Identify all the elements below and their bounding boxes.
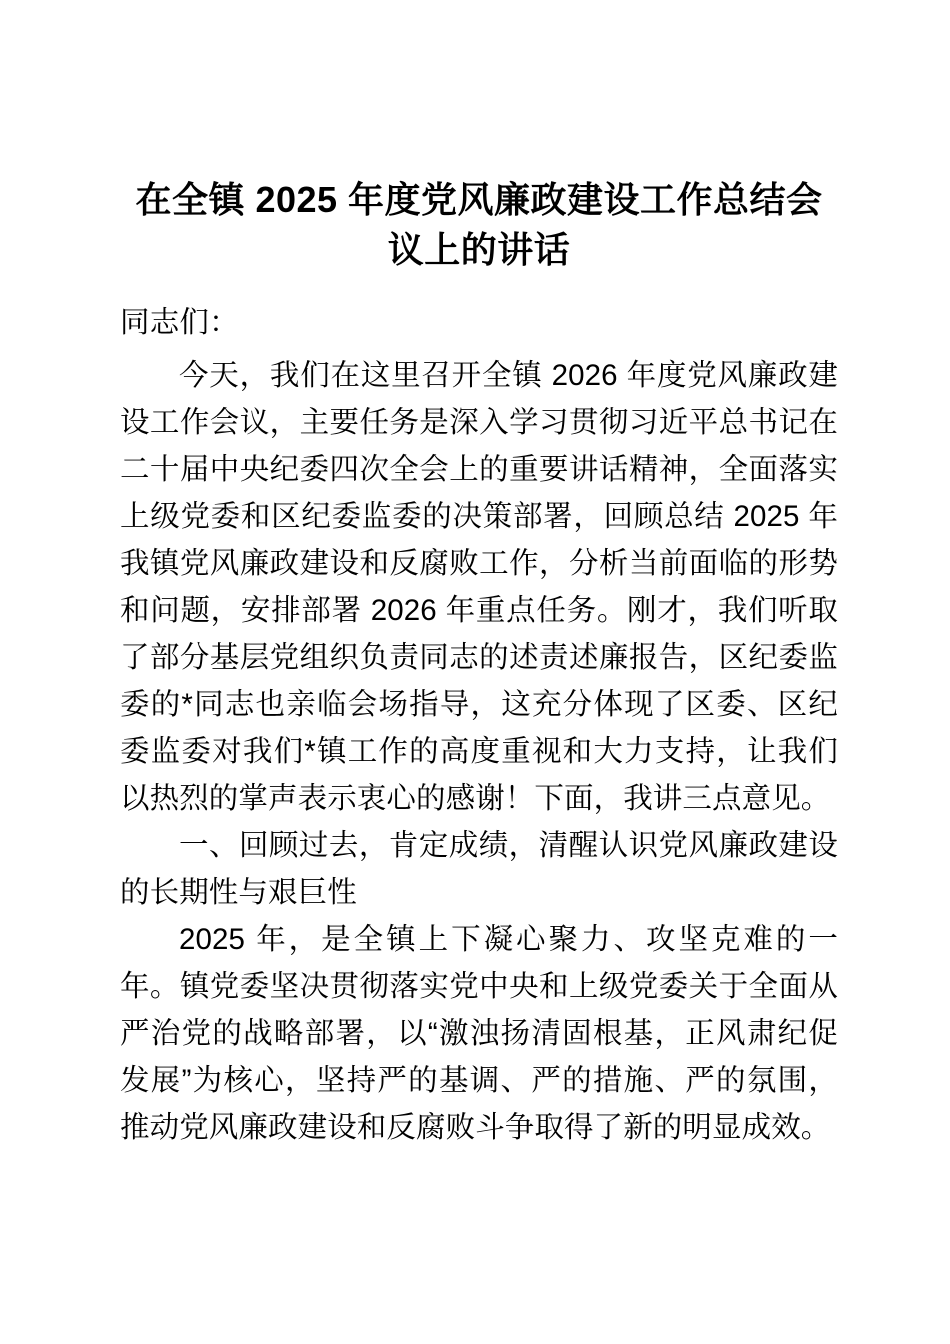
salutation-line: 同志们： — [120, 306, 239, 340]
page-title: 在全镇 2025 年度党风廉政建设工作总结会议上的讲话 — [135, 179, 823, 270]
body-paragraph-2: 2025 年，是全镇上下凝心聚力、攻坚克难的一年。镇党委坚决贯彻落实党中央和上级党委关于全面从严治党的战略部署，以“激浊扬清固根基，正风肃纪促发展”为核心，坚持严的基调、严的措施、严的氛围，推动党风廉政建设和反腐败斗争取得了新的明显成效。 — [120, 922, 838, 1144]
body-paragraph-1: 今天，我们在这里召开全镇 2026 年度党风廉政建设工作会议，主要任务是深入学习贯彻习近平总书记在二十届中央纪委四次全会上的重要讲话精神，全面落实上级党委和区纪委监委的决策部署，回顾总结 2025 年我镇党风廉政建设和反腐败工作，分析当前面临的形势和问题，安排部署 2026 年重点任务。刚才，我们听取了部分基层党组织负责同志的述责述廉报告，区纪委监委的*同志也亲临会场指导，这充分体现了区委、区纪委监委对我们*镇工作的高度重视和大力支持，让我们以热烈的掌声表示衷心的感谢！下面，我讲三点意见。 — [120, 358, 838, 815]
section-heading-1: 一、回顾过去，肯定成绩，清醒认识党风廉政建设的长期性与艰巨性 — [120, 827, 838, 909]
